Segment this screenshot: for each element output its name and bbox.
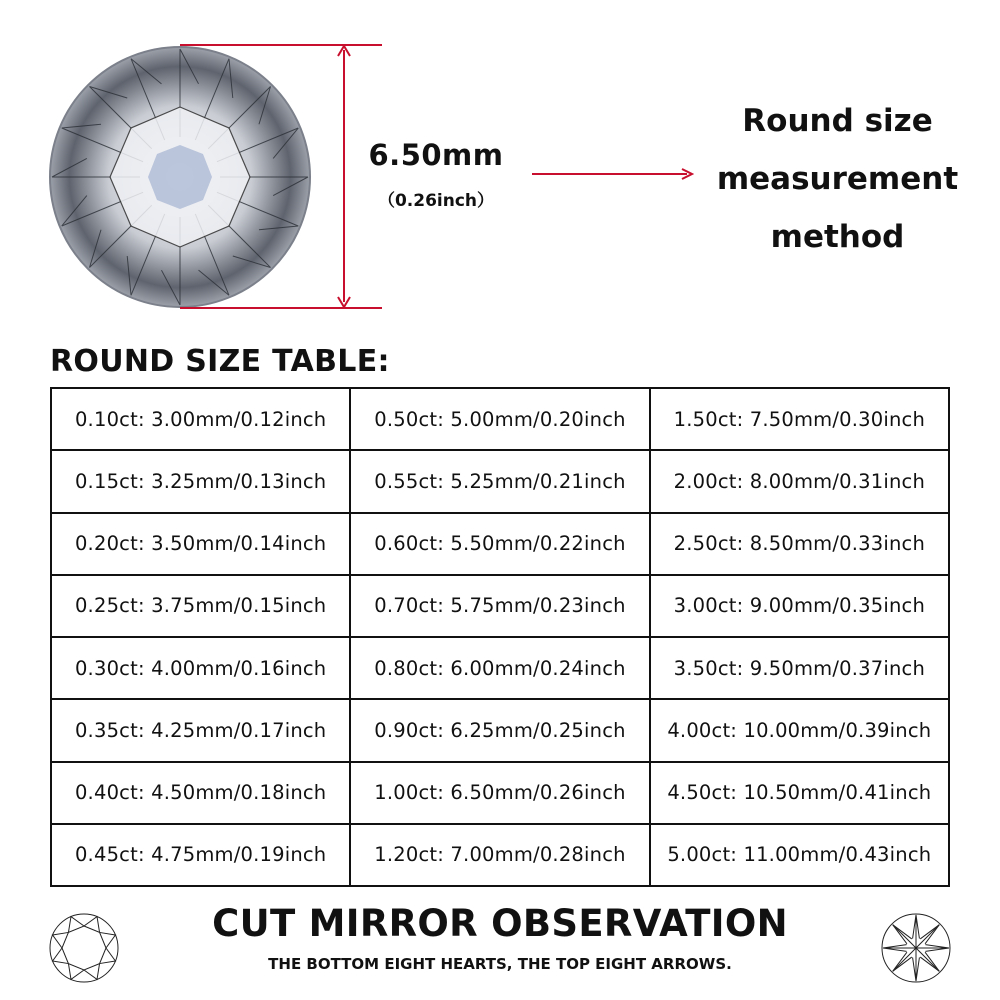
table-cell: 0.20ct: 3.50mm/0.14inch (51, 513, 350, 575)
table-cell: 0.15ct: 3.25mm/0.13inch (51, 450, 350, 512)
round-size-table (50, 387, 950, 887)
table-cell: 1.50ct: 7.50mm/0.30inch (650, 388, 949, 450)
method-line-2: measurement (716, 161, 959, 197)
round-brilliant-top-view-icon (48, 912, 120, 984)
table-cell: 0.50ct: 5.00mm/0.20inch (350, 388, 649, 450)
table-row (51, 637, 949, 699)
arrow-right-icon (680, 167, 694, 181)
table-cell: 1.20ct: 7.00mm/0.28inch (350, 824, 649, 886)
table-cell: 5.00ct: 11.00mm/0.43inch (650, 824, 949, 886)
table-row (51, 824, 949, 886)
table-cell: 0.35ct: 4.25mm/0.17inch (51, 699, 350, 761)
table-cell: 0.30ct: 4.00mm/0.16inch (51, 637, 350, 699)
table-cell: 0.80ct: 6.00mm/0.24inch (350, 637, 649, 699)
arrow-up-icon (336, 44, 352, 58)
table-cell: 2.00ct: 8.00mm/0.31inch (650, 450, 949, 512)
table-row (51, 513, 949, 575)
table-row (51, 699, 949, 761)
table-cell: 3.50ct: 9.50mm/0.37inch (650, 637, 949, 699)
table-cell: 2.50ct: 8.50mm/0.33inch (650, 513, 949, 575)
cut-mirror-subtitle: THE BOTTOM EIGHT HEARTS, THE TOP EIGHT ARROWS. (268, 955, 732, 973)
method-line-3: method (770, 219, 905, 255)
size-mm-label: 6.50mm (368, 138, 504, 172)
size-inch-label: （0.26inch） (377, 191, 495, 211)
vertical-measure-line (343, 50, 345, 302)
method-line-1: Round size (742, 103, 933, 139)
table-cell: 0.25ct: 3.75mm/0.15inch (51, 575, 350, 637)
table-cell: 4.00ct: 10.00mm/0.39inch (650, 699, 949, 761)
table-cell: 4.50ct: 10.50mm/0.41inch (650, 762, 949, 824)
table-row (51, 762, 949, 824)
table-cell: 3.00ct: 9.00mm/0.35inch (650, 575, 949, 637)
cut-mirror-title: CUT MIRROR OBSERVATION (212, 902, 788, 945)
arrow-down-icon (336, 295, 352, 309)
table-cell: 1.00ct: 6.50mm/0.26inch (350, 762, 649, 824)
table-row (51, 575, 949, 637)
pointer-line (532, 173, 687, 175)
table-title: ROUND SIZE TABLE: (50, 344, 390, 379)
table-row (51, 450, 949, 512)
table-cell: 0.55ct: 5.25mm/0.21inch (350, 450, 649, 512)
table-cell: 0.60ct: 5.50mm/0.22inch (350, 513, 649, 575)
table-row (51, 388, 949, 450)
table-cell: 0.70ct: 5.75mm/0.23inch (350, 575, 649, 637)
table-cell: 0.10ct: 3.00mm/0.12inch (51, 388, 350, 450)
table-cell: 0.45ct: 4.75mm/0.19inch (51, 824, 350, 886)
hearts-and-arrows-icon (880, 912, 952, 984)
table-cell: 0.90ct: 6.25mm/0.25inch (350, 699, 649, 761)
method-caption (715, 92, 960, 266)
table-cell: 0.40ct: 4.50mm/0.18inch (51, 762, 350, 824)
round-diamond-photo (48, 45, 312, 309)
